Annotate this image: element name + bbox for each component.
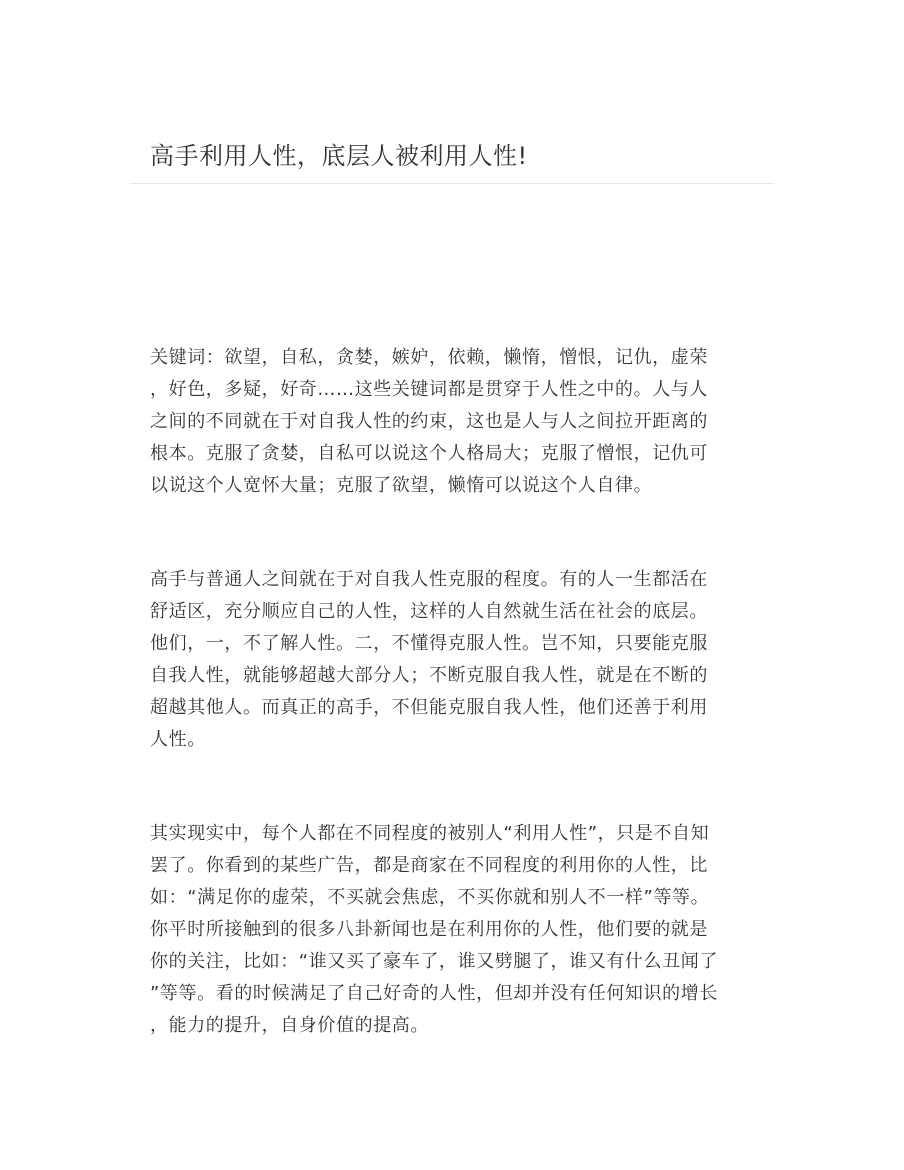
paragraph-line: ”等等。看的时候满足了自己好奇的人性，但却并没有任何知识的增长 bbox=[150, 983, 718, 1004]
paragraph-2 bbox=[150, 564, 760, 756]
paragraph-line: 自我人性，就能够超越大部分人；不断克服自我人性，就是在不断的 bbox=[150, 665, 708, 686]
title-block bbox=[130, 126, 774, 184]
paragraph-line: 以说这个人宽怀大量；克服了欲望，懒惰可以说这个人自律。 bbox=[150, 475, 653, 496]
paragraph-line: 他们，一，不了解人性。二，不懂得克服人性。岂不知，只要能克服 bbox=[150, 633, 708, 654]
paragraph-1 bbox=[150, 342, 760, 502]
paragraph-line: 你的关注，比如：“谁又买了豪车了，谁又劈腿了，谁又有什么丑闻了 bbox=[150, 951, 718, 972]
paragraph-line: 之间的不同就在于对自我人性的约束，这也是人与人之间拉开距离的 bbox=[150, 411, 708, 432]
paragraph-3 bbox=[150, 818, 760, 1042]
paragraph-line: 你平时所接触到的很多八卦新闻也是在利用你的人性，他们要的就是 bbox=[150, 919, 708, 940]
paragraph-line: 舒适区，充分顺应自己的人性，这样的人自然就生活在社会的底层。 bbox=[150, 601, 708, 622]
article-title: 高手利用人性，底层人被利用人性! bbox=[150, 142, 528, 170]
paragraph-line: 如：“满足你的虚荣，不买就会焦虑，不买你就和别人不一样”等等。 bbox=[150, 887, 710, 908]
paragraph-line: ，好色，多疑，好奇……这些关键词都是贯穿于人性之中的。人与人 bbox=[150, 379, 708, 400]
paragraph-line: 罢了。你看到的某些广告，都是商家在不同程度的利用你的人性，比 bbox=[150, 855, 708, 876]
paragraph-line: ，能力的提升，自身价值的提高。 bbox=[150, 1015, 429, 1036]
paragraph-line: 关键词：欲望，自私，贪婪，嫉妒，依赖，懒惰，憎恨，记仇，虚荣 bbox=[150, 347, 708, 368]
paragraph-line: 人性。 bbox=[150, 729, 206, 750]
paragraph-line: 超越其他人。而真正的高手，不但能克服自我人性，他们还善于利用 bbox=[150, 697, 708, 718]
paragraph-line: 其实现实中，每个人都在不同程度的被别人“利用人性”，只是不自知 bbox=[150, 823, 710, 844]
paragraph-line: 高手与普通人之间就在于对自我人性克服的程度。有的人一生都活在 bbox=[150, 569, 708, 590]
paragraph-line: 根本。克服了贪婪，自私可以说这个人格局大；克服了憎恨，记仇可 bbox=[150, 443, 708, 464]
